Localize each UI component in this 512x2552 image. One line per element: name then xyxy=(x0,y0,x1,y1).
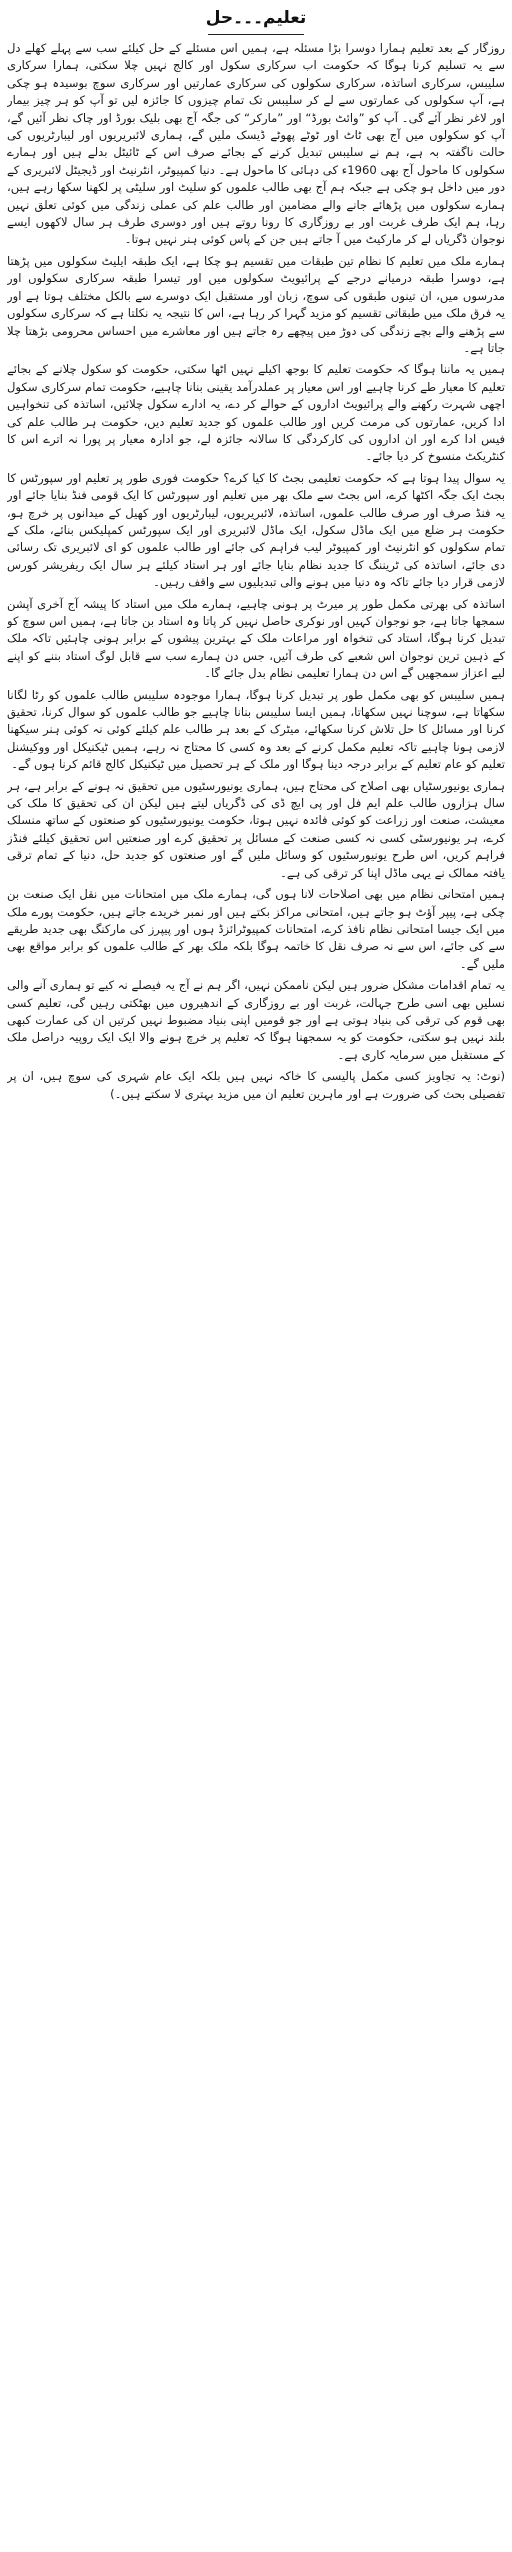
article-paragraph: ہماری یونیورسٹیاں بھی اصلاح کی محتاج ہیں، ہماری یونیورسٹیوں میں تحقیق نہ ہونے کے برابر ہے، ہر سال ہزاروں طالب علم ایم فل اور پی ایچ ڈی کی ڈگریاں لیتے ہیں لیکن ان کی تحقیق کا ملک کی معیشت، صنعت اور زراعت کو کوئی فائدہ نہیں ہوتا، حکومت یونیورسٹیوں کو صنعتوں کے ساتھ منسلک کرے، ہر یونیورسٹی کسی نہ کسی صنعت کے مسائل پر تحقیق کرے اور صنعتیں اس تحقیق کیلئے فنڈز فراہم کریں، اس طرح یونیورسٹیوں کو وسائل ملیں گے اور صنعتوں کو جدید حل، دنیا کے تمام ترقی یافتہ ممالک نے یہی ماڈل اپنا کر ترقی کی ہے۔ xyxy=(7,778,505,880)
article-body xyxy=(7,40,505,2542)
article-paragraph: یہ تمام اقدامات مشکل ضرور ہیں لیکن ناممکن نہیں، اگر ہم نے آج یہ فیصلے نہ کیے تو ہماری آنے والی نسلیں بھی اسی طرح جہالت، غربت اور بے روزگاری کے اندھیروں میں بھٹکتی رہیں گی، تعلیم کسی بھی قوم کی ترقی کی بنیاد ہوتی ہے اور جو قومیں اپنی بنیاد مضبوط نہیں کرتیں ان کی عمارت کبھی بلند نہیں ہو سکتی، حکومت کو یہ سمجھنا ہوگا کہ تعلیم پر خرچ ہونے والا ایک ایک روپیہ دراصل ملک کے مستقبل میں سرمایہ کاری ہے۔ xyxy=(7,978,505,1062)
article-paragraph: ہمیں امتحانی نظام میں بھی اصلاحات لانا ہوں گی، ہمارے ملک میں امتحانات میں نقل ایک صنعت بن چکی ہے، پیپر آؤٹ ہو جاتے ہیں، امتحانی مراکز بکتے ہیں اور نمبر خریدے جاتے ہیں، حکومت پورے ملک میں ایک جیسا امتحانی نظام نافذ کرے، امتحانات کمپیوٹرائزڈ ہوں اور پیپرز کی مارکنگ بھی جدید طریقے سے کی جائے، اس سے نہ صرف نقل کا خاتمہ ہوگا بلکہ ملک بھر کے طالب علموں کو برابر مواقع بھی ملیں گے۔ xyxy=(7,887,505,971)
article-paragraph: ہمیں سلیبس کو بھی مکمل طور پر تبدیل کرنا ہوگا، ہمارا موجودہ سلیبس طالب علموں کو رٹا لگانا سکھاتا ہے، سوچنا نہیں سکھاتا، ہمیں ایسا سلیبس بنانا چاہیے جو طالب علموں کو سوال کرنا، تحقیق کرنا اور مسائل کا حل تلاش کرنا سکھائے، میٹرک کے بعد ہر طالب علم کیلئے کوئی نہ کوئی ہنر سیکھنا لازمی ہونا چاہیے تاکہ تعلیم مکمل کرنے کے بعد وہ کسی کا محتاج نہ رہے، ہمیں ٹیکنیکل اور ووکیشنل تعلیم کو عام تعلیم کے برابر درجہ دینا ہوگا اور ملک کے ہر تحصیل میں ٹیکنیکل کالج قائم کرنا ہوں گے۔ xyxy=(7,687,505,772)
headline-container xyxy=(0,4,512,34)
article-paragraph: یہ سوال پیدا ہوتا ہے کہ حکومت تعلیمی بجٹ کا کیا کرے؟ حکومت فوری طور پر تعلیم اور سپورٹس کا بجٹ ایک جگہ اکٹھا کرے، اس بجٹ سے ملک بھر میں تعلیم اور سپورٹس کا ایک قومی فنڈ بنایا جائے اور یہ فنڈ صرف اور صرف طالب علموں، اساتذہ، لائبریریوں، لیبارٹریوں اور کھیل کے میدانوں پر خرچ ہو، حکومت ہر ضلع میں ایک ماڈل سکول، ایک ماڈل لائبریری اور ایک سپورٹس کمپلیکس بنائے، ملک کے تمام سکولوں کو انٹرنیٹ اور کمپیوٹر لیب فراہم کی جائے اور طالب علموں کو ای لائبریری تک رسائی دی جائے، اساتذہ کی ٹریننگ کا جدید نظام بنایا جائے اور ہر استاد کیلئے ہر سال ایک ریفریشر کورس لازمی قرار دیا جائے تاکہ وہ دنیا میں ہونے والی تبدیلیوں سے واقف رہیں۔ xyxy=(7,470,505,590)
article-paragraph: اساتذہ کی بھرتی مکمل طور پر میرٹ پر ہونی چاہیے، ہمارے ملک میں استاد کا پیشہ آج آخری آپشن سمجھا جاتا ہے، جو نوجوان کہیں اور نوکری حاصل نہیں کر پاتا وہ استاد بن جاتا ہے، ہمیں اس سوچ کو تبدیل کرنا ہوگا، استاد کی تنخواہ اور مراعات ملک کے بہترین پیشوں کے برابر ہونی چاہئیں تاکہ ملک کے ذہین ترین نوجوان اس شعبے کی طرف آئیں، جس دن ہمارے سب سے قابل لوگ استاد بننے کو اپنے لیے اعزاز سمجھیں گے اس دن ہمارا تعلیمی نظام بدل جائے گا۔ xyxy=(7,596,505,681)
article-paragraph: روزگار کے بعد تعلیم ہمارا دوسرا بڑا مسئلہ ہے، ہمیں اس مسئلے کے حل کیلئے سب سے پہلے کھلے دل سے یہ تسلیم کرنا ہوگا کہ حکومت اب سرکاری سکول اور کالج نہیں چلا سکتی، ہمارا سرکاری سلیبس، سرکاری اساتذہ، سرکاری سکولوں کی سرکاری عمارتیں اور سرکاری سوچ بوسیدہ ہو چکی ہے، آپ سکولوں کی عمارتوں سے لے کر سلیبس تک تمام چیزوں کا جائزہ لیں تو آپ کو ہر چیز بیمار اور لاغر نظر آئے گی۔ آپ کو ”وائٹ بورڈ“ اور ”مارکر“ کی جگہ آج بھی بلیک بورڈ اور چاک نظر آئیں گے، آپ کو سکولوں میں آج بھی ٹاٹ اور ٹوٹے پھوٹے ڈیسک ملیں گے، ہماری لائبریریوں اور لیبارٹریوں کی حالت ناگفتہ بہ ہے، ہم نے سلیبس تبدیل کرنے کے بجائے صرف اس کے ٹائیٹل بدلے ہیں اور ہمارے سکولوں کا ماحول آج بھی 1960ء کی دہائی کا ماحول ہے۔ دنیا کمپیوٹر، انٹرنیٹ اور ڈیجیٹل لائبریری کے دور میں داخل ہو چکی ہے جبکہ ہم آج بھی طالب علموں کو سلیٹ اور سلیٹی پر لکھنا سکھا رہے ہیں، ہمارے سکولوں میں پڑھائے جانے والے مضامین اور طالب علم کی عملی زندگی میں کوئی تعلق نہیں رہا، ہم ایک طرف غربت اور بے روزگاری کا رونا روتے ہیں اور دوسری طرف ہر سال لاکھوں ایسے نوجوان ڈگریاں لے کر مارکیٹ میں آ جاتے ہیں جن کے پاس کوئی ہنر نہیں ہوتا۔ xyxy=(7,41,505,247)
headline-underline xyxy=(208,34,304,35)
headline: تعلیم۔۔۔حل xyxy=(205,8,307,28)
article-paragraph: ہمارے ملک میں تعلیم کا نظام تین طبقات میں تقسیم ہو چکا ہے، ایک طبقہ ایلیٹ سکولوں میں پڑھتا ہے، دوسرا طبقہ درمیانے درجے کے پرائیویٹ سکولوں میں اور تیسرا طبقہ سرکاری سکولوں اور مدرسوں میں، ان تینوں طبقوں کی سوچ، زبان اور مستقبل ایک دوسرے سے بالکل مختلف ہوتا ہے اور یہ فرق ملک میں طبقاتی تقسیم کو مزید گہرا کر رہا ہے، اس کا نتیجہ یہ نکلتا ہے کہ سرکاری سکولوں سے پڑھنے والے بچے زندگی کی دوڑ میں پیچھے رہ جاتے ہیں اور معاشرے میں احساس محرومی بڑھتا چلا جاتا ہے۔ xyxy=(7,253,505,355)
article-paragraph: (نوٹ: یہ تجاویز کسی مکمل پالیسی کا خاکہ نہیں ہیں بلکہ ایک عام شہری کی سوچ ہیں، ان پر تفصیلی بحث کی ضرورت ہے اور ماہرین تعلیم ان میں مزید بہتری لا سکتے ہیں۔) xyxy=(7,1069,505,1101)
article-paragraph: ہمیں یہ ماننا ہوگا کہ حکومت تعلیم کا بوجھ اکیلے نہیں اٹھا سکتی، حکومت کو سکول چلانے کے بجائے تعلیم کا معیار طے کرنا چاہیے اور اس معیار پر عملدرآمد یقینی بنانا چاہیے، حکومت تمام سرکاری سکول اچھی شہرت رکھنے والے پرائیویٹ اداروں کے حوالے کر دے، یہ ادارے سکول چلائیں، اساتذہ کی تنخواہیں ادا کریں، عمارتوں کی مرمت کریں اور طالب علموں کو جدید تعلیم دیں، حکومت ہر طالب علم کی فیس ادا کرے اور ان اداروں کی کارکردگی کا سالانہ جائزہ لے، جو ادارہ معیار پر پورا نہ اترے اس کا کنٹریکٹ منسوخ کر دیا جائے۔ xyxy=(7,362,505,464)
